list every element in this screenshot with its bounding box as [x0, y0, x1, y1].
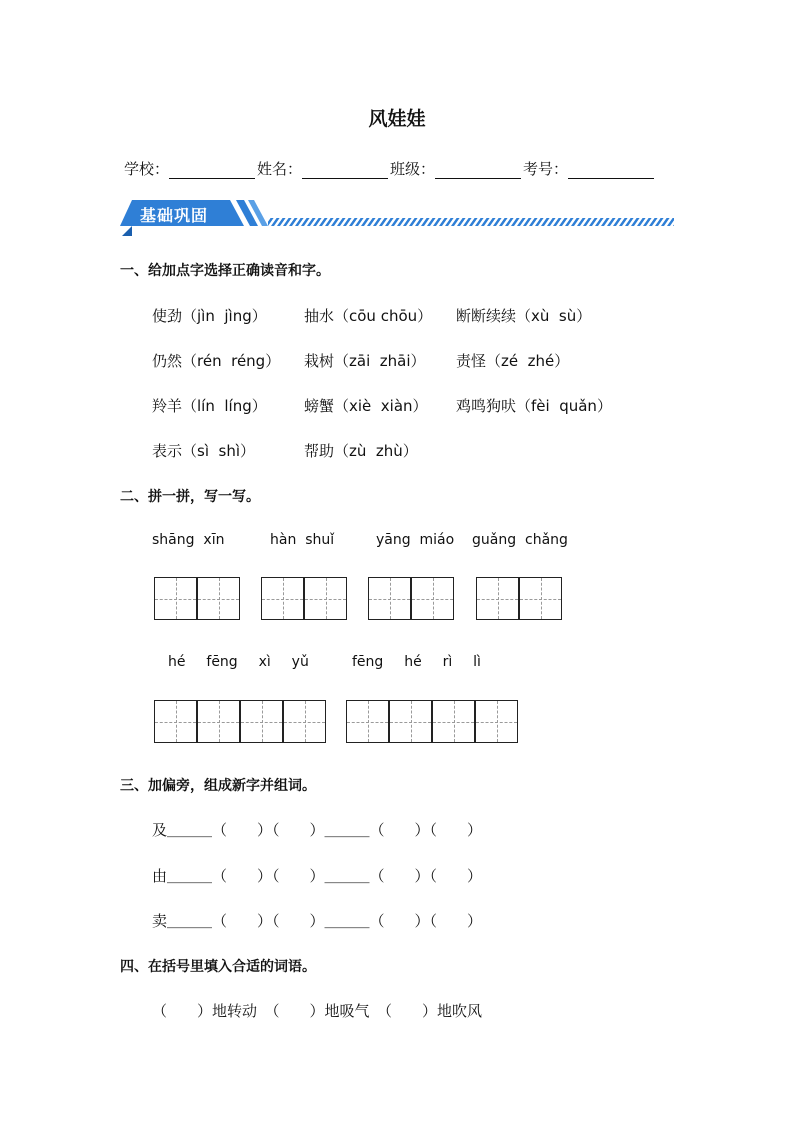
- student-info-line: [124, 158, 656, 179]
- pinyin-label: hé fēng xì yǔ: [168, 654, 309, 670]
- writing-grid[interactable]: [154, 577, 242, 622]
- writing-box[interactable]: [261, 577, 304, 620]
- q1-item: 责怪（zé zhé）: [456, 352, 570, 370]
- question-2-heading: 二、拼一拼，写一写。: [120, 489, 260, 505]
- pinyin-label: shāng xīn: [152, 532, 225, 548]
- q4-line[interactable]: （ ）地转动 （ ）地吸气 （ ）地吹风: [152, 1002, 483, 1020]
- question-1-heading: 一、给加点字选择正确读音和字。: [120, 263, 330, 279]
- writing-box[interactable]: [475, 700, 518, 743]
- writing-box[interactable]: [197, 700, 240, 743]
- section-banner-label: 基础巩固: [140, 206, 209, 225]
- q3-row[interactable]: 及＿＿＿（ ）（ ）＿＿＿（ ）（ ）: [152, 821, 483, 839]
- writing-box[interactable]: [476, 577, 519, 620]
- question-4-heading: 四、在括号里填入合适的词语。: [120, 959, 316, 975]
- q3-row[interactable]: 由＿＿＿（ ）（ ）＿＿＿（ ）（ ）: [152, 867, 483, 885]
- writing-box[interactable]: [304, 577, 347, 620]
- q1-item: 仍然（rén réng）: [152, 352, 281, 370]
- q1-item: 螃蟹（xiè xiàn）: [304, 397, 428, 415]
- writing-grid[interactable]: [368, 577, 456, 622]
- question-3-heading: 三、加偏旁，组成新字并组词。: [120, 778, 316, 794]
- writing-box[interactable]: [411, 577, 454, 620]
- writing-box[interactable]: [432, 700, 475, 743]
- pinyin-label: guǎng chǎng: [472, 532, 568, 548]
- writing-grid[interactable]: [261, 577, 349, 622]
- writing-box[interactable]: [283, 700, 326, 743]
- writing-grid[interactable]: [346, 700, 520, 745]
- name-label: 姓名：: [257, 160, 303, 178]
- q1-item: 使劲（jìn jìng）: [152, 307, 267, 325]
- q1-item: 鸡鸣狗吠（fèi quǎn）: [456, 397, 612, 415]
- q1-item: 抽水（cōu chōu）: [304, 307, 433, 325]
- pinyin-label: hàn shuǐ: [270, 532, 335, 548]
- writing-box[interactable]: [389, 700, 432, 743]
- page-title: 风娃娃: [368, 108, 426, 130]
- pinyin-label: yāng miáo: [376, 532, 455, 548]
- school-label: 学校：: [124, 160, 170, 178]
- exam-number-label: 考号：: [523, 160, 569, 178]
- q1-item: 栽树（zāi zhāi）: [304, 352, 426, 370]
- q3-row[interactable]: 卖＿＿＿（ ）（ ）＿＿＿（ ）（ ）: [152, 912, 483, 930]
- writing-box[interactable]: [154, 700, 197, 743]
- writing-box[interactable]: [346, 700, 389, 743]
- q1-item: 帮助（zù zhù）: [304, 442, 418, 460]
- class-blank[interactable]: [435, 162, 521, 179]
- school-blank[interactable]: [169, 162, 255, 179]
- writing-box[interactable]: [197, 577, 240, 620]
- class-label: 班级：: [390, 160, 436, 178]
- writing-box[interactable]: [154, 577, 197, 620]
- section-banner: [118, 196, 678, 238]
- q1-item: 断断续续（xù sù）: [456, 307, 592, 325]
- name-blank[interactable]: [302, 162, 388, 179]
- writing-box[interactable]: [519, 577, 562, 620]
- writing-grid[interactable]: [154, 700, 328, 745]
- exam-number-blank[interactable]: [568, 162, 654, 179]
- pinyin-label: fēng hé rì lì: [352, 654, 481, 670]
- q1-item: 表示（sì shì）: [152, 442, 256, 460]
- q1-item: 羚羊（lín líng）: [152, 397, 267, 415]
- writing-box[interactable]: [240, 700, 283, 743]
- writing-grid[interactable]: [476, 577, 564, 622]
- writing-box[interactable]: [368, 577, 411, 620]
